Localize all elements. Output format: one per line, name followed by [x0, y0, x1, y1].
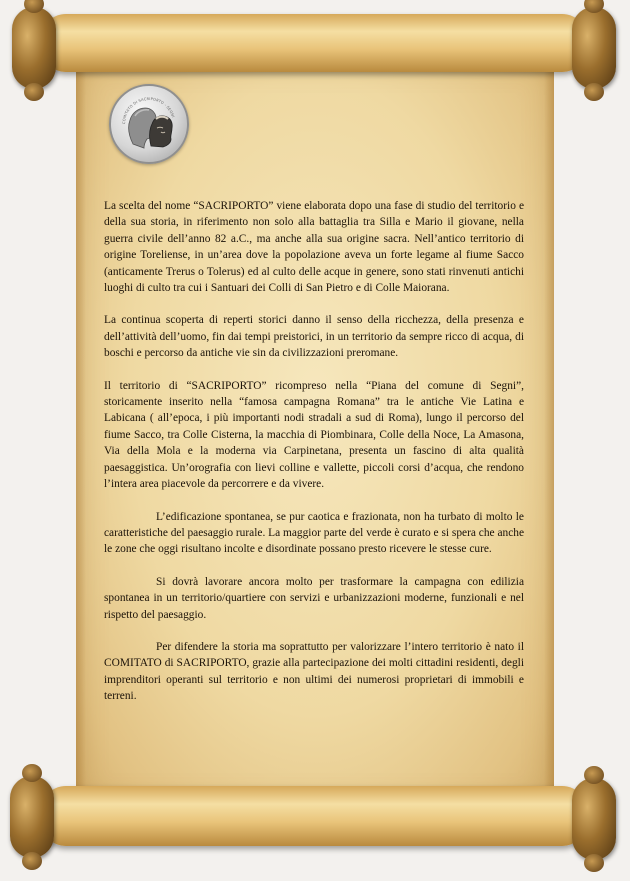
document-body [104, 198, 524, 721]
top-scroll-roll [40, 14, 588, 72]
logo-ring-text: COMITATO DI SACRIPORTO - SEGNI [121, 96, 176, 125]
two-heads-medallion-icon [111, 86, 187, 162]
paragraph-future-work: Si dovrà lavorare ancora molto per trasformare la campagna con edilizia spontanea in un territorio/quartiere con servizi e urbanizzazioni moderne, funzionali e nel rispetto del paesaggio. [104, 575, 524, 621]
top-left-scroll-knob [12, 7, 56, 89]
paragraph-building: L’edificazione spontanea, se pur caotica e frazionata, non ha turbato di molto le caratteristiche del paesaggio rurale. La maggior parte del verde è curato e si spera che anche le zone che oggi risultano incolte e disordinate possano presto ricevere le stesse cure. [104, 510, 524, 556]
paragraph-name-choice: La scelta del nome “SACRIPORTO” viene elaborata dopo una fase di studio del territorio e della sua storia, in riferimento non solo alla battaglia tra Silla e Mario il giovane, nella guerra civile dell’anno 82 a.C., ma anche alla sua origine sacra. Nell’antico territorio di origine Toreliense, in un’area dove la popolazione aveva un forte legame al fiume Sacco (anticamente Trerus o Tolerus) ed al culto delle acque in genere, sono stati rinvenuti antichi luoghi di culto tra cui i Santuari dei Colli di San Pietro e di Colle Maiorana. [104, 200, 524, 295]
paragraph-historical-finds: La continua scoperta di reperti storici danno il senso della ricchezza, della presenza e dell’attività dell’uomo, fin dai tempi preistorici, in un territorio da sempre ricco di acqua, di boschi e percorso da antiche vie sin da civilizzazioni preromane. [104, 314, 524, 360]
comitato-logo [109, 84, 189, 164]
bottom-right-scroll-knob [572, 778, 616, 860]
bottom-scroll-roll [40, 786, 588, 846]
paragraph-territory: Il territorio di “SACRIPORTO” ricompreso nella “Piana del comune di Segni”, storicamente inserito nella “famosa campagna Romana” tra le antiche Vie Latina e Labicana ( all’epoca, i più importanti nodi stradali a sud di Roma), lungo il percorso del fiume Sacco, tra Colle Cisterna, la macchia di Piombinara, Colle della Noce, La Amasona, Via della Mola e la moderna via Carpinetana, presenta un fascino di alta qualità paesaggistica. Un’orografia con lievi colline e vallette, piccoli corsi d’acqua, che rendono l’intera area piacevole da percorrere e da vivere. [104, 379, 524, 491]
paragraph-committee: Per difendere la storia ma soprattutto per valorizzare l’intero territorio è nato il COMITATO di SACRIPORTO, grazie alla partecipazione dei molti cittadini residenti, degli imprenditori operanti sul territorio e non ultimi dei numerosi proprietari di immobili e terreni. [104, 640, 524, 703]
top-right-scroll-knob [572, 7, 616, 89]
bottom-left-scroll-knob [10, 776, 54, 858]
